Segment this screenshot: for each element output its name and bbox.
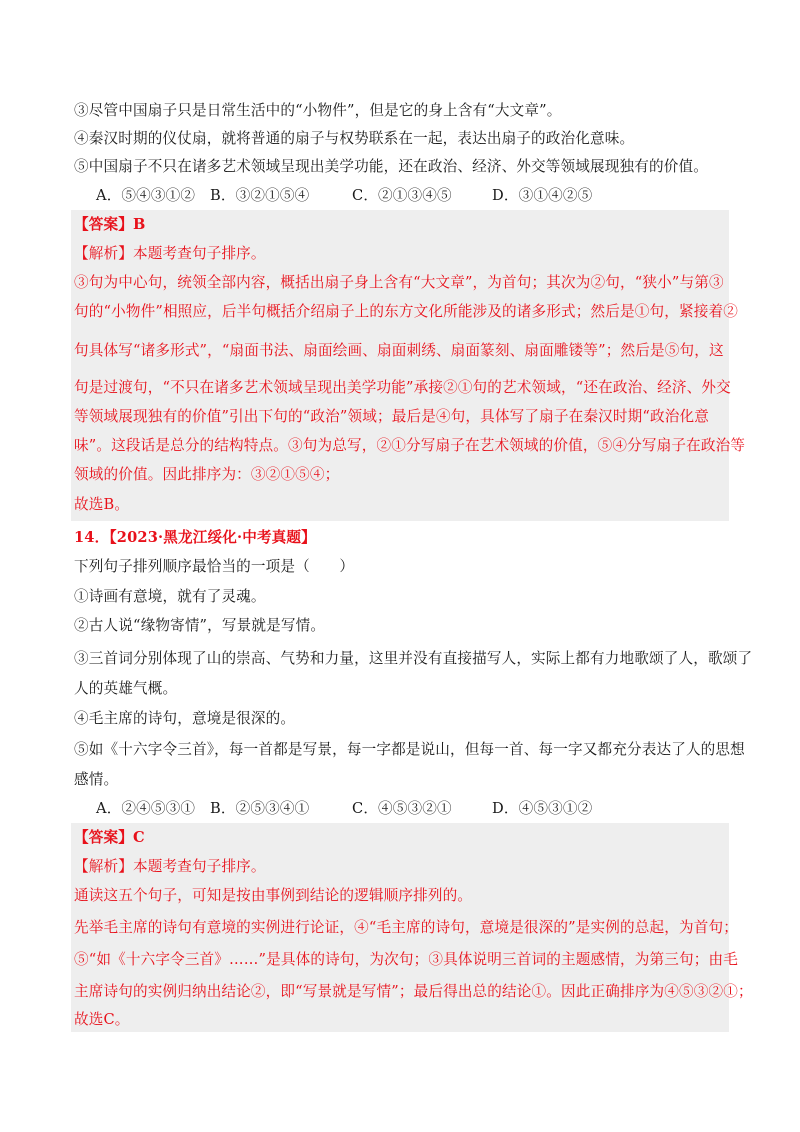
q14-sentence: ③三首词分别体现了山的崇高、气势和力量，这里并没有直接描写人，实际上都有力地歌颂了人，歌颂了 xyxy=(74,650,753,667)
q13-analysis-line: 句具体写“诸多形式”，“扇面书法、扇面绘画、扇面刺绣、扇面篆刻、扇面雕镂等”；然后是⑤句，这 xyxy=(74,342,724,359)
q14-option-d: D．④⑤③①② xyxy=(492,800,593,817)
sentence-3: ③尽管中国扇子只是日常生活中的“小物件”，但是它的身上含有“大文章”。 xyxy=(74,102,562,119)
q13-analysis-head: 【解析】本题考查句子排序。 xyxy=(74,245,266,262)
q14-analysis-line: 通读这五个句子，可知是按由事例到结论的逻辑顺序排列的。 xyxy=(74,887,473,904)
q13-options xyxy=(74,186,730,206)
q14-analysis-line: 故选C。 xyxy=(74,1011,130,1028)
q13-option-d: D．③①④②⑤ xyxy=(492,187,593,204)
q14-sentence: ②古人说“缘物寄情”，写景就是写情。 xyxy=(74,617,326,634)
q13-option-c: C．②①③④⑤ xyxy=(352,187,452,204)
q14-header: 14．【2023·黑龙江绥化·中考真题】 xyxy=(74,529,316,546)
q14-analysis-line: 先举毛主席的诗句有意境的实例进行论证，④“毛主席的诗句，意境是很深的”是实例的总起，为首句； xyxy=(74,919,738,936)
q14-sentence: ⑤如《十六字令三首》，每一首都是写景，每一字都是说山，但每一首、每一字又都充分表达了人的思想 xyxy=(74,741,745,758)
q13-analysis-line: 句是过渡句，“不只在诸多艺术领域呈现出美学功能”承接②①句的艺术领域，“还在政治、经济、外交 xyxy=(74,379,731,396)
q14-option-a: A．②④⑤③① xyxy=(96,800,196,817)
q14-option-c: C．④⑤③②① xyxy=(352,800,452,817)
q13-analysis-line: 领域的价值。因此排序为：③②①⑤④； xyxy=(74,466,340,483)
q14-analysis-line: ⑤“如《十六字令三首》……”是具体的诗句，为次句；③具体说明三首词的主题感情，为第三句；由毛 xyxy=(74,951,738,968)
q14-option-b: B．②⑤③④① xyxy=(210,800,310,817)
q14-sentence: ④毛主席的诗句，意境是很深的。 xyxy=(74,710,296,727)
q14-analysis-line: 主席诗句的实例归纳出结论②，即“写景就是写情”；最后得出总的结论①。因此正确排序为④⑤③②①； xyxy=(74,983,753,1000)
q13-analysis-line: 味”。这段话是总分的结构特点。③句为总写，②①分写扇子在艺术领域的价值，⑤④分写扇子在政治等 xyxy=(74,437,746,454)
q13-analysis-line: 故选B。 xyxy=(74,496,130,513)
q14-stem: 下列句子排列顺序最恰当的一项是（ ） xyxy=(74,558,355,575)
sentence-5: ⑤中国扇子不只在诸多艺术领域呈现出美学功能，还在政治、经济、外交等领域展现独有的价值。 xyxy=(74,158,708,175)
q13-option-b: B．③②①⑤④ xyxy=(210,187,310,204)
q13-analysis-line: ③句为中心句，统领全部内容，概括出扇子身上含有“大文章”，为首句；其次为②句，“狭小”与第③ xyxy=(74,274,724,291)
sentence-4: ④秦汉时期的仪仗扇，就将普通的扇子与权势联系在一起，表达出扇子的政治化意味。 xyxy=(74,130,635,147)
q14-sentence: ①诗画有意境，就有了灵魂。 xyxy=(74,588,266,605)
q14-sentence: 感情。 xyxy=(74,771,119,788)
q13-answer: 【答案】B xyxy=(74,216,146,233)
q13-analysis-line: 句的“小物件”相照应，后半句概括介绍扇子上的东方文化所能涉及的诸多形式；然后是①句，紧接着② xyxy=(74,303,738,320)
q14-analysis-head: 【解析】本题考查句子排序。 xyxy=(74,858,266,875)
q14-answer: 【答案】C xyxy=(74,829,145,846)
q13-analysis-line: 等领域展现独有的价值”引出下句的“政治”领域；最后是④句，具体写了扇子在秦汉时期“政治化意 xyxy=(74,408,709,425)
q14-options xyxy=(74,799,730,819)
q13-option-a: A．⑤④③①② xyxy=(96,187,196,204)
q14-sentence: 人的英雄气概。 xyxy=(74,680,178,697)
